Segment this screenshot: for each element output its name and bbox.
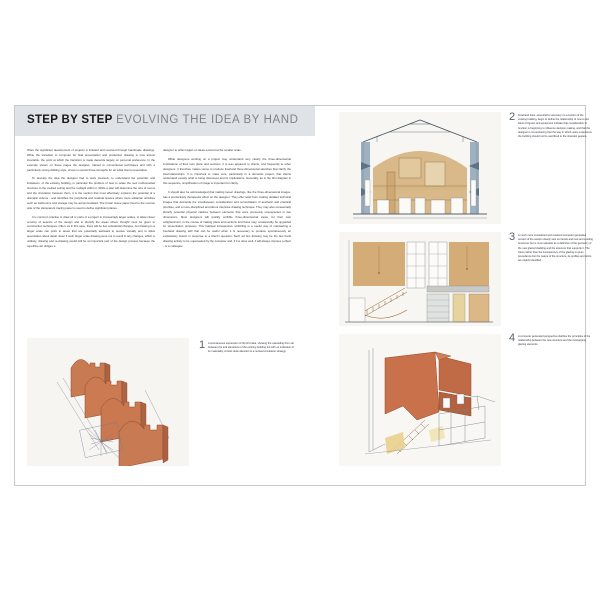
- body-paragraph: Often the significant development of projects is initiated and resolved through handmade drawings. While the transition to computer for final presentation and production drawing is now almost inevitable, the point at which the transition is made depends largely on personal preference. In the example shown on these pages the designer, trained in conventional techniques and with a particularly strong drafting style, chose to exploit those strengths for an initial client presentation.: [27, 148, 155, 172]
- computer-perspective-graphic: [339, 334, 501, 466]
- figure-caption-1: [199, 339, 297, 355]
- page-title-light: EVOLVING THE IDEA BY HAND: [116, 114, 299, 126]
- computer-section: [339, 232, 501, 326]
- page-title: [27, 114, 299, 126]
- caption-number: 1: [199, 339, 206, 351]
- body-paragraph: To develop the idea the designer had to work precisely, to understand the potential, and limitations, of the existing building, in particular the problem of how to relate the new multi-levelled structure to the vaulted ceiling and the rooflight within it. While a plan will determine the size of rooms and the circulation between them, it is the section that most effectively explores the potential of a dramatic volume - and identifies the peripheral and residual spaces where more utilitarian activities such as bathrooms and storage may be accommodated. The brown tissue paper fixed to the reverse side of the transparent tracing paper is used to define significant planes.: [27, 176, 155, 210]
- spread-page: [14, 105, 593, 486]
- caption-text: Freehand lines, essential for accuracy on a section of the existing building, begin to define the relationship of new to old. Hints of figures and equipment indicate that consideration of function is beginning to influence decision making, and that the designer is remembering that the way in which users experience the building should not be sacrificed to the dramatic gesture.: [518, 114, 592, 138]
- body-column-left: [27, 148, 155, 253]
- cascading-forms-sketch: [27, 338, 189, 466]
- caption-number: 4: [509, 332, 516, 344]
- caption-number: 2: [509, 111, 516, 123]
- page-title-band: [15, 106, 315, 136]
- caption-text: A much more considered and resolved computer generated version of the section clearly sets out levels and new and existing structures but is most valuable as a definition of the geometry of the new glazed cladding and the structure that supports it. The frame rather than the transparency of the glazing is given precedence but the nature of the structure, its profiles and joints are clearly identified.: [518, 234, 593, 263]
- watercolour-section-graphic: [339, 112, 501, 224]
- body-paragraph: It is common practice to draw all or parts of a project to increasingly larger scales, to allow closer scrutiny of aspects of the design and to identify the areas where thought must be given to construction techniques. Often, as in this case, there will be few substantial changes, but drawing to a larger scale can point to areas that are potentially awkward to resolve visually and to allow speculation about detail. Even if such larger scale drawing were not to result in any changes, which is unlikely, drawing and re-drawing would still be an important part of the design process because the repetitive act obliges a: [27, 214, 155, 249]
- cascading-forms-sketch-graphic: [27, 338, 189, 466]
- figure-caption-4: [509, 332, 593, 348]
- computer-perspective: [339, 334, 501, 466]
- caption-text: A computer generated perspective clarifies the principles of the relationship between the new structure and the overlapping glazing elements.: [518, 335, 591, 347]
- body-paragraph: designer to reflect again on ideas evolved at the smaller scale.: [163, 148, 242, 152]
- caption-text: A spontaneous expression of the first idea, showing the cascading form set between the end elevations of the existing building but with no indication of its materiality. Arrows draw attention to a revised circulation strategy.: [208, 342, 294, 354]
- body-paragraph: It should also be acknowledged that making looser drawings, like the three-dimensional images, has a productively therapeutic effect on the designer. They offer relief from making detailed technical images that demands the simultaneous consideration and reconciliation of aesthetic and practical priorities, and a more disciplined and labour intensive drawing technique. They may also occasionally identify potential physical clashes between elements that were previously unsuspected in two dimensions. Most designers will quickly scribble three-dimensional views, for their own enlightenment, in the course of making plans and sections and these may, occasionally, be upgraded for presentation purposes. This habitual introspective scribbling is a useful way of maintaining a freehand drawing skill that can be useful when it is necessary to produce spontaneously an explanatory sketch in response to a client's question. Such ad hoc drawing may be the last hand drawing activity to be superseded by the computer and, if it is done well, it will always impress a client - or a colleague.: [163, 190, 291, 249]
- computer-section-graphic: [339, 232, 501, 326]
- caption-number: 3: [509, 231, 516, 243]
- watercolour-section: [339, 112, 501, 224]
- body-paragraph: While designers working on a project may understand very clearly the three-dimensional implications of their own plans and sections, it is less apparent to clients, and frequently to other designers. It therefore makes sense to produce freehand three-dimensional sketches that clarify the interrelationships. It is important to make sure, particularly in a domestic project, that clients understand exactly what is being discussed and its implications. Generally, as in the first diagram in this sequence, simplification of image is important for clarity.: [163, 156, 291, 186]
- page-title-strong: STEP BY STEP: [27, 114, 113, 126]
- body-column-right: [163, 148, 291, 253]
- figure-caption-2: [509, 111, 593, 139]
- figure-caption-3: [509, 231, 593, 263]
